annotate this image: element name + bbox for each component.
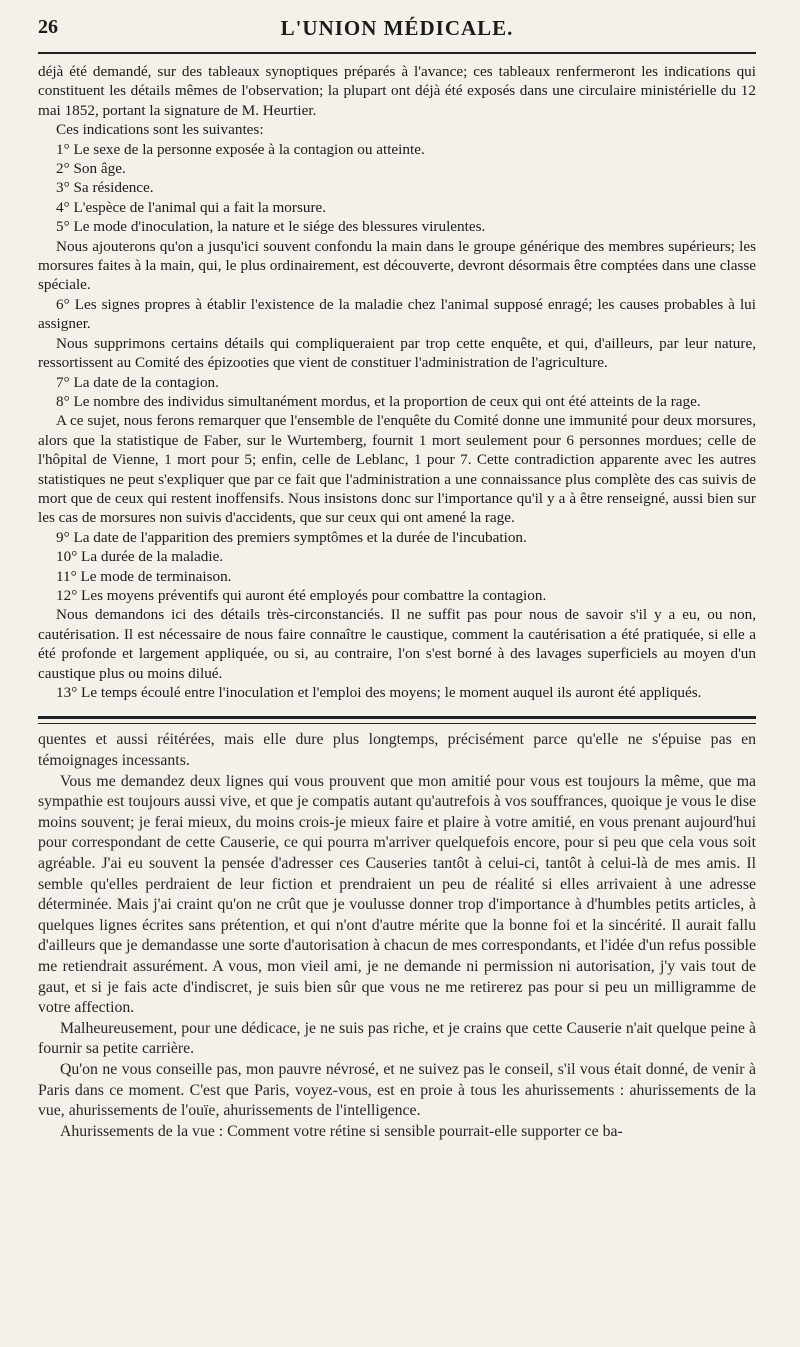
list-item: 4° L'espèce de l'animal qui a fait la morsure.: [56, 198, 327, 216]
list-item: 7° La date de la contagion.: [56, 373, 219, 391]
paragraph: Malheureusement, pour une dédicace, je ne suis pas riche, et je crains que cette Causerie n'ait quelque peine à fournir sa petite carrière.: [38, 1019, 756, 1058]
paragraph: Qu'on ne vous conseille pas, mon pauvre névrosé, et ne suivez pas le conseil, s'il vous était donné, de venir à Paris dans ce moment. C'est que Paris, voyez-vous, est en proie à tous les ahurissements : ahurissements de la vue, ahurissements de l'ouïe, ahurissements de l'intelligence.: [38, 1060, 756, 1120]
paragraph: A ce sujet, nous ferons remarquer que l'ensemble de l'enquête du Comité donne une immunité pour deux morsures, alors que la statistique de Faber, sur le Wurtemberg, fournit 1 mort seulement pour 6 personnes mordues; celle de l'hôpital de Vienne, 1 mort pour 5; enfin, celle de Leblanc, 1 pour 7. Cette contradiction apparente avec les autres statistiques ne peut s'expliquer que par ce fait que l'administration a une connaissance plus complète des cas suivis de mort que de ceux qui restent inoffensifs. Nous insistons donc sur l'importance qu'il y a à être renseigné, aussi bien sur les cas de morsures non suivis d'accidents, que sur ceux qui ont amené la rage.: [38, 412, 756, 527]
page-number: 26: [38, 16, 58, 38]
list-item: 6° Les signes propres à établir l'existence de la maladie chez l'animal supposé enragé; les causes probables à lui assigner.: [38, 295, 756, 333]
list-item: 9° La date de l'apparition des premiers symptômes et la durée de l'incubation.: [56, 528, 527, 546]
list-item: 2° Son âge.: [56, 160, 126, 178]
list-item: 12° Les moyens préventifs qui auront été employés pour combattre la contagion.: [56, 586, 547, 604]
list-item: 13° Le temps écoulé entre l'inoculation et l'emploi des moyens; le moment auquel ils auront été appliqués.: [56, 684, 702, 701]
page-header: [38, 14, 756, 44]
list-item: 5° Le mode d'inoculation, la nature et le siége des blessures virulentes.: [56, 218, 486, 236]
paragraph: Nous ajouterons qu'on a jusqu'ici souvent confondu la main dans le groupe générique des membres supérieurs; les morsures faites à la main, qui, le plus ordinairement, est découverte, devront désormais être comptées dans une classe spéciale.: [38, 237, 756, 294]
paragraph: Vous me demandez deux lignes qui vous prouvent que mon amitié pour vous est toujours la même, que ma sympathie est toujours aussi vive, et que je compatis autant qu'autrefois à vos souffrances, quoique je vous le dise moins souvent; je ferai mieux, du moins crois-je mieux faire et plaire à votre amitié, en vous prenant aujourd'hui pour correspondant de cette Causerie, ce qui pourra m'arriver quelquefois encore, pour si peu que cela vous soit agréable. J'ai eu souvent la pensée d'adresser ces Causeries tantôt à celui-ci, tantôt à celui-là de mes amis. Il semble qu'elles perdraient de leur fiction et prendraient un peu de réalité si elles arrivaient à une adresse déterminée. Mais j'ai craint qu'on ne crût que je voulusse donner trop d'importance à d'humbles petits articles, à quelques lignes écrites sans prétention, et qui n'ont d'autre mérite que la bonne foi et la sincérité. Il aurait fallu d'ailleurs que je demandasse une sorte d'autorisation à chacun de mes correspondants, et l'idée d'un refus possible me retiendrait assurément. A vous, mon vieil ami, je ne demande ni permission ni autorisation, j'y vais tout de gaut, et si je fais acte d'indiscret, je suis bien sûr que vous ne me retirerez pas pour si peu un milligramme de votre affection.: [38, 772, 756, 1017]
list-item: 1° Le sexe de la personne exposée à la contagion ou atteinte.: [56, 140, 425, 158]
list-item: 11° Le mode de terminaison.: [56, 567, 232, 585]
list-item: 3° Sa résidence.: [56, 179, 154, 197]
paragraph: quentes et aussi réitérées, mais elle dure plus longtemps, précisément parce qu'elle ne s'épuise pas en témoignages incessants.: [38, 731, 756, 769]
main-text: [38, 62, 756, 702]
feuilleton-divider: [38, 716, 756, 724]
journal-title: L'UNION MÉDICALE.: [280, 16, 514, 40]
paragraph: Ahurissements de la vue : Comment votre rétine si sensible pourrait-elle supporter ce ba-: [60, 1122, 623, 1140]
paragraph: Ces indications sont les suivantes:: [56, 121, 264, 139]
paragraph: Nous demandons ici des détails très-circonstanciés. Il ne suffit pas pour nous de savoir s'il y a eu, ou non, cautérisation. Il est nécessaire de nous faire connaître le caustique, comment la cautérisation a été pratiquée, si elle a été profonde et largement appliquée, ou si, au contraire, l'on s'est borné à des lavages superficiels au moyen d'un caustique plus ou moins dilué.: [38, 606, 756, 682]
list-item: 10° La durée de la maladie.: [56, 548, 224, 566]
list-item: 8° Le nombre des individus simultanément mordus, et la proportion de ceux qui ont été atteints de la rage.: [56, 392, 701, 410]
feuilleton-text: [38, 730, 756, 1142]
header-rule: [38, 52, 756, 54]
paragraph: Nous supprimons certains détails qui compliqueraient par trop cette enquête, et qui, d'ailleurs, par leur nature, ressortissent au Comité des épizooties que vient de constituer l'administration de l'agriculture.: [38, 334, 756, 372]
paragraph: déjà été demandé, sur des tableaux synoptiques préparés à l'avance; ces tableaux renfermeront les indications qui constituent les détails mêmes de l'observation; la plupart ont déjà été exposés dans une circulaire ministérielle du 12 mai 1852, portant la signature de M. Heurtier.: [38, 63, 756, 119]
